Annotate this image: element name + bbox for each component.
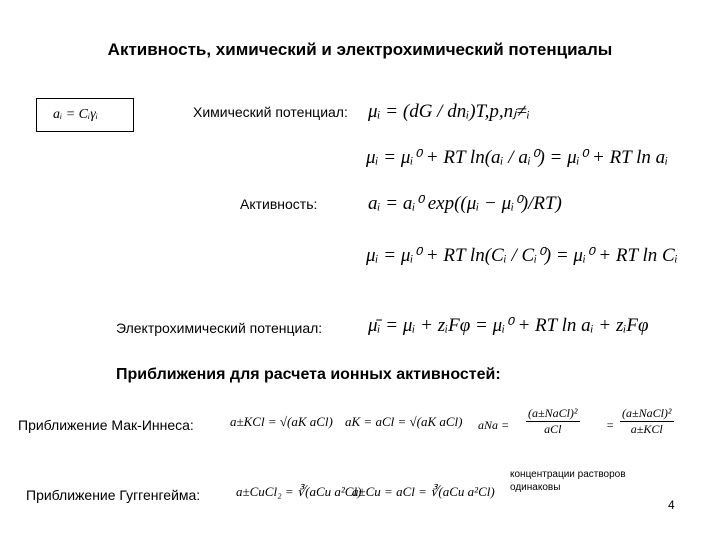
macinnes-kcl-denominator: a±KCl <box>630 422 663 436</box>
macinnes-label: Приближение Мак-Иннеса: <box>18 417 194 433</box>
activity-definition-box <box>36 98 134 132</box>
macinnes-na-fraction <box>526 406 580 437</box>
concentration-potential-formula: μᵢ = μᵢ⁰ + RT ln(Cᵢ / Cᵢ⁰) = μᵢ⁰ + RT ln Cᵢ <box>366 245 678 266</box>
electrochem-potential-label: Электрохимический потенциал: <box>116 320 323 336</box>
activity-formula: aᵢ = aᵢ⁰ exp((μᵢ − μᵢ⁰)/RT) <box>368 193 562 214</box>
chem-potential-log-formula: μᵢ = μᵢ⁰ + RT ln(aᵢ / aᵢ⁰) = μᵢ⁰ + RT ln aᵢ <box>366 147 669 168</box>
chem-potential-formula: μᵢ = (dG / dnᵢ)T,p,nⱼ≠ᵢ <box>368 101 530 122</box>
guggenheim-formula-cucl2: a±CuCl₂ = ∛(aCu a²Cl) <box>236 484 362 499</box>
approximations-heading: Приближения для расчета ионных активностей: <box>116 366 501 383</box>
macinnes-na-numerator: (a±NaCl)² <box>528 406 578 420</box>
guggenheim-label: Приближение Гуггенгейма: <box>26 487 201 503</box>
macinnes-equals: = <box>606 418 615 432</box>
macinnes-formula-kcl: a±KCl = √(aK aCl) <box>230 414 333 429</box>
macinnes-kcl-numerator: (a±NaCl)² <box>622 406 672 420</box>
macinnes-na-prefix: aNa = <box>478 418 510 432</box>
equal-concentration-note: концентрации растворов одинаковы <box>510 469 626 493</box>
page-number: 4 <box>668 498 675 512</box>
activity-definition-formula: aᵢ = Cᵢγᵢ <box>53 107 98 122</box>
activity-label: Активность: <box>240 196 318 212</box>
macinnes-formula-ions: aK = aCl = √(aK aCl) <box>345 414 463 429</box>
electrochem-potential-formula: μ̄ᵢ = μᵢ + zᵢFφ = μᵢ⁰ + RT ln aᵢ + zᵢFφ <box>368 315 649 336</box>
macinnes-kcl-fraction <box>620 406 674 437</box>
page-title: Активность, химический и электрохимический потенциалы <box>107 40 613 59</box>
chem-potential-label: Химический потенциал: <box>193 104 348 120</box>
guggenheim-formula-ions: a±Cu = aCl = ∛(aCu a²Cl) <box>352 484 495 499</box>
macinnes-na-denominator: aCl <box>544 422 562 436</box>
